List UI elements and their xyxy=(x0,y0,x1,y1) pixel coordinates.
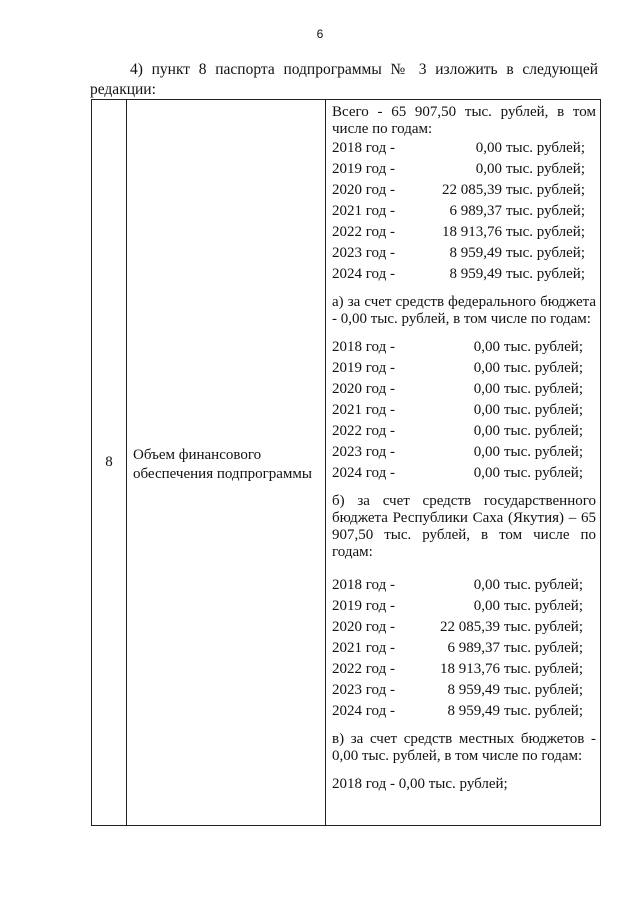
local-first-row: 2018 год - 0,00 тыс. рублей; xyxy=(332,776,508,792)
year-row xyxy=(332,379,596,400)
unit-label: тыс. рублей; xyxy=(504,577,583,593)
unit-label: тыс. рублей; xyxy=(504,619,583,635)
year-row xyxy=(332,596,596,617)
unit-label: тыс. рублей; xyxy=(504,402,583,418)
amount-value: 0,00 xyxy=(473,402,500,418)
year-row xyxy=(332,421,596,442)
year-row xyxy=(332,400,596,421)
amount-value: 0,00 xyxy=(473,381,500,397)
year-row xyxy=(332,264,596,285)
unit-label: тыс. рублей; xyxy=(506,182,585,198)
year-label: 2020 год - xyxy=(332,182,395,198)
amount-value: 0,00 xyxy=(473,339,500,355)
unit-label: тыс. рублей; xyxy=(504,381,583,397)
amount-value: 0,00 xyxy=(475,140,502,156)
federal-years-list xyxy=(332,337,596,484)
unit-label: тыс. рублей; xyxy=(504,465,583,481)
unit-label: тыс. рублей; xyxy=(506,161,585,177)
year-label: 2023 год - xyxy=(332,682,395,698)
amount-value: 0,00 xyxy=(473,423,500,439)
amount-value: 0,00 xyxy=(473,444,500,460)
intro-line-2: редакции: xyxy=(90,81,156,98)
unit-label: тыс. рублей; xyxy=(504,598,583,614)
year-label: 2020 год - xyxy=(332,619,395,635)
table-row xyxy=(92,100,601,826)
total-paragraph: Всего - 65 907,50 тыс. рублей, в том числе по годам: xyxy=(332,104,596,137)
amount-value: 8 959,49 xyxy=(449,245,502,261)
year-row xyxy=(332,358,596,379)
year-row xyxy=(332,659,596,680)
year-label: 2022 год - xyxy=(332,224,395,240)
year-row xyxy=(332,243,596,264)
year-label: 2019 год - xyxy=(332,161,395,177)
unit-label: тыс. рублей; xyxy=(504,423,583,439)
unit-label: тыс. рублей; xyxy=(506,266,585,282)
year-label: 2018 год - xyxy=(332,140,395,156)
passport-table xyxy=(91,99,601,826)
amount-value: 8 959,49 xyxy=(447,703,500,719)
row-name-cell xyxy=(127,100,326,826)
unit-label: тыс. рублей; xyxy=(506,245,585,261)
amount-value: 0,00 xyxy=(473,465,500,481)
year-row xyxy=(332,617,596,638)
year-row xyxy=(332,680,596,701)
unit-label: тыс. рублей; xyxy=(504,444,583,460)
year-row xyxy=(332,701,596,722)
amount-value: 18 913,76 xyxy=(440,661,500,677)
year-label: 2021 год - xyxy=(332,203,395,219)
year-row xyxy=(332,180,596,201)
year-label: 2024 год - xyxy=(332,266,395,282)
unit-label: тыс. рублей; xyxy=(504,640,583,656)
year-label: 2020 год - xyxy=(332,381,395,397)
year-row xyxy=(332,222,596,243)
intro-line-1: 4) пункт 8 паспорта подпрограммы № 3 изложить в следующей xyxy=(130,61,598,78)
year-row xyxy=(332,138,596,159)
total-years-list xyxy=(332,138,596,285)
unit-label: тыс. рублей; xyxy=(506,140,585,156)
row-name-label: Объем финансового обеспечения подпрограммы xyxy=(133,446,312,482)
unit-label: тыс. рублей; xyxy=(504,339,583,355)
state-paragraph: б) за счет средств государственного бюджета Республики Саха (Якутия) – 65 907,50 тыс. рублей, в том числе по годам: xyxy=(332,493,596,560)
amount-value: 18 913,76 xyxy=(442,224,502,240)
year-label: 2018 год - xyxy=(332,577,395,593)
unit-label: тыс. рублей; xyxy=(504,682,583,698)
row-value-cell xyxy=(326,100,601,826)
year-row xyxy=(332,638,596,659)
amount-value: 22 085,39 xyxy=(440,619,500,635)
amount-value: 0,00 xyxy=(473,360,500,376)
unit-label: тыс. рублей; xyxy=(504,661,583,677)
amount-value: 22 085,39 xyxy=(442,182,502,198)
year-row xyxy=(332,442,596,463)
unit-label: тыс. рублей; xyxy=(506,224,585,240)
year-label: 2024 год - xyxy=(332,703,395,719)
year-label: 2022 год - xyxy=(332,661,395,677)
amount-value: 0,00 xyxy=(473,598,500,614)
year-label: 2018 год - xyxy=(332,339,395,355)
amount-value: 6 989,37 xyxy=(449,203,502,219)
unit-label: тыс. рублей; xyxy=(504,703,583,719)
local-paragraph: в) за счет средств местных бюджетов - 0,00 тыс. рублей, в том числе по годам: xyxy=(332,731,596,764)
page-number: 6 xyxy=(316,27,324,41)
year-row xyxy=(332,575,596,596)
year-label: 2023 год - xyxy=(332,245,395,261)
federal-paragraph: а) за счет средств федерального бюджета - 0,00 тыс. рублей, в том числе по годам: xyxy=(332,294,596,327)
amount-value: 0,00 xyxy=(473,577,500,593)
amount-value: 0,00 xyxy=(475,161,502,177)
year-label: 2021 год - xyxy=(332,402,395,418)
intro-paragraph xyxy=(90,60,598,100)
amount-value: 6 989,37 xyxy=(447,640,500,656)
unit-label: тыс. рублей; xyxy=(504,360,583,376)
year-label: 2022 год - xyxy=(332,423,395,439)
state-years-list xyxy=(332,575,596,722)
year-row xyxy=(332,159,596,180)
year-label: 2019 год - xyxy=(332,598,395,614)
year-label: 2021 год - xyxy=(332,640,395,656)
unit-label: тыс. рублей; xyxy=(506,203,585,219)
amount-value: 8 959,49 xyxy=(447,682,500,698)
row-number-cell: 8 xyxy=(92,100,127,826)
year-row xyxy=(332,463,596,484)
year-row xyxy=(332,201,596,222)
year-row xyxy=(332,337,596,358)
amount-value: 8 959,49 xyxy=(449,266,502,282)
year-label: 2019 год - xyxy=(332,360,395,376)
year-label: 2023 год - xyxy=(332,444,395,460)
year-label: 2024 год - xyxy=(332,465,395,481)
